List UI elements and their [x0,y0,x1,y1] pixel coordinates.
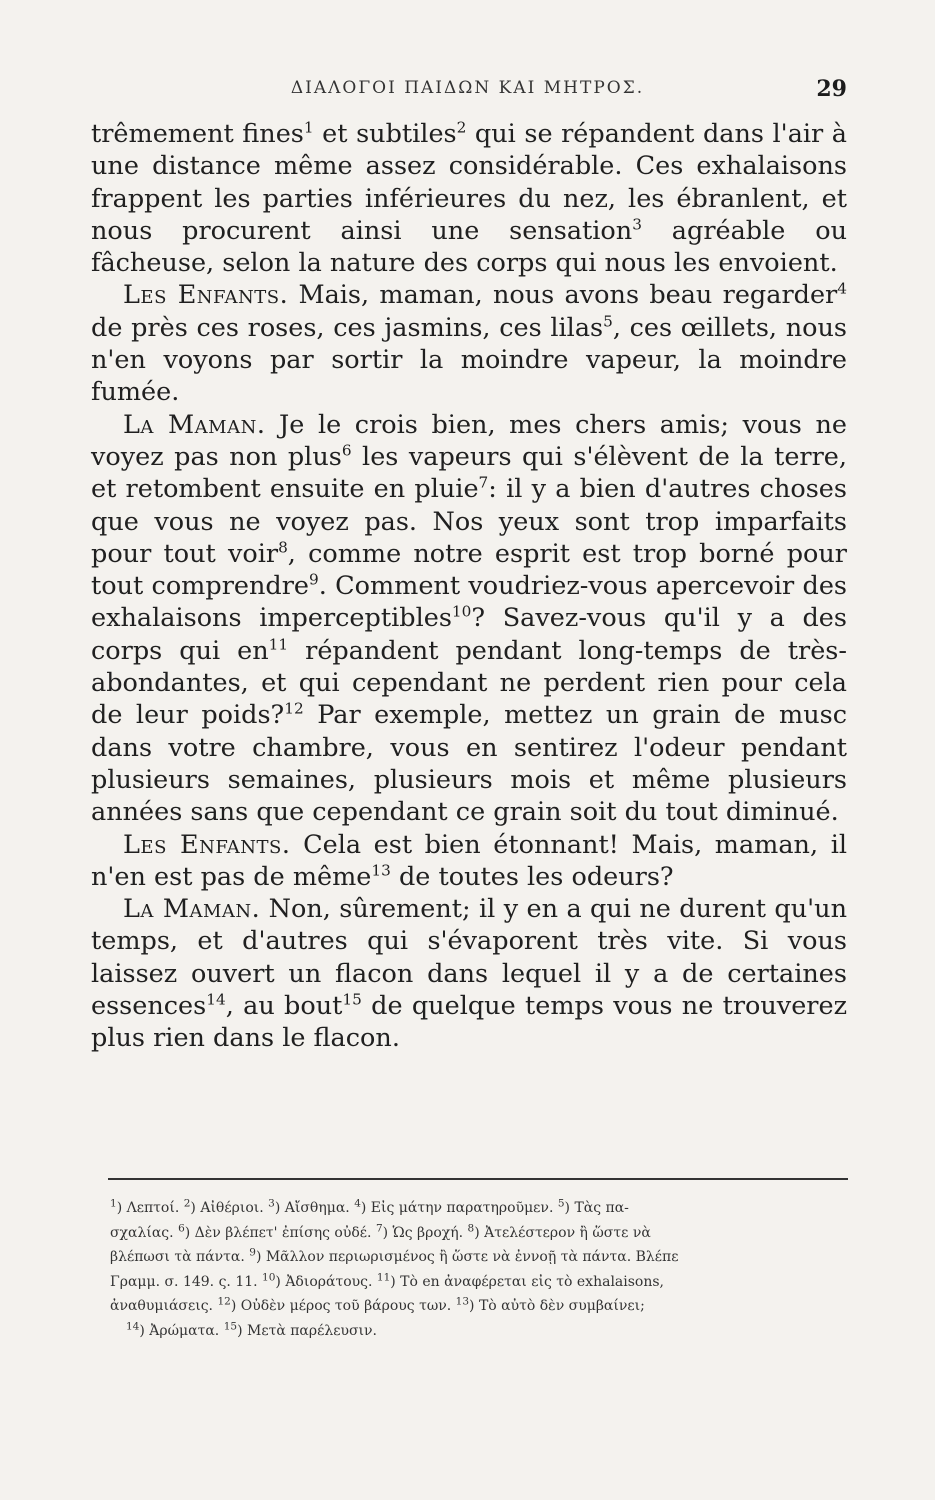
text-run: trêmement fines [91,119,304,149]
footnote-ref: 6 [341,441,352,460]
body-text [91,118,847,1055]
text-run: Par exemple, mettez un grain de musc dans votre chambre, vous en sentirez l'odeur pendant plusieurs semaines, plusieurs mois et même plusieurs années sans que cependant ce grain soit du tout diminué. [91,700,847,828]
running-title: ΔΙΑΛΟΓΟΙ ΠΑΙΔΩΝ ΚΑΙ ΜΗΤΡΟΣ. [290,78,645,98]
footnote-ref: 1 [303,118,314,137]
footnote-number: 14 [126,1319,140,1332]
page-number: 29 [816,76,847,102]
text-run: les vapeurs qui s'élèvent de la terre, et retombent ensuite en pluie [91,441,848,505]
speaker-label: La Maman. [123,894,261,925]
footnote-number: 15 [223,1319,238,1332]
footnote-line [110,1319,850,1344]
footnote-ref: 14 [206,990,226,1009]
footnote-text: ) Ὡς βροχή. [382,1224,468,1241]
footnote-line [110,1270,850,1295]
footnote-text: ) Ἀρώματα. [139,1322,224,1339]
footnote-ref: 10 [451,602,472,621]
footnote-ref: 3 [632,215,642,234]
footnote-ref: 4 [837,279,847,298]
footnote-number: 6 [178,1221,185,1234]
footnote-number: 10 [262,1270,276,1283]
text-run: Cela est bien étonnant! Mais, maman, il n'en est pas de même [91,829,847,892]
footnote-number: 8 [467,1221,475,1234]
footnote-ref: 12 [284,699,304,718]
footnote-text: ) Τὸ en ἀναφέρεται εἰς τὸ exhalaisons, [390,1273,665,1290]
text-run: agréable ou fâcheuse, selon la nature des corps qui nous les envoient. [91,215,847,279]
footnote-number: 11 [376,1270,391,1283]
footnote-ref: 13 [371,861,391,880]
text-run: Non, sûrement; il y en a qui ne durent qu'un temps, et d'autres qui s'évaporent très vite. Si vous laissez ouvert un flacon dans lequel il y a de certaines essences [91,894,847,1022]
footnote-number: 12 [217,1295,231,1308]
footnote-text: ἀναθυμιάσεις. [110,1298,218,1314]
footnote-text: ) Αἴσθημα. [274,1200,355,1216]
text-run: de toutes les odeurs? [390,861,674,892]
page-header [0,76,935,104]
footnote-text: ) Λεπτοί. [116,1200,184,1216]
text-run: ? Savez-vous qu'il y a des corps qui en [91,603,847,666]
footnote-rule [108,1178,848,1180]
footnote-text: σχαλίας. [110,1224,179,1241]
footnote-text: ) Δὲν βλέπετ' ἐπίσης οὐδέ. [184,1224,376,1241]
footnote-ref: 5 [603,312,613,331]
text-run: . Comment voudriez-vous apercevoir des exhalaisons imperceptibles [91,571,847,634]
footnote-number: 2 [183,1197,191,1210]
footnote-text: ) Τὸ αὐτὸ δὲν συμβαίνει; [469,1298,645,1314]
text-run: , comme notre esprit est trop borné pour tout comprendre [91,538,847,602]
footnote-number: 7 [375,1221,383,1234]
footnote-ref: 8 [278,538,288,557]
text-run: qui se répandent dans l'air à une distance même assez considérable. Ces exhalaisons frappent les parties inférieures du nez, les ébranlent, et nous procurent ainsi une sensation [91,119,847,246]
text-run: , au bout [225,991,343,1022]
footnote-text: ) Τὰς πα- [564,1200,629,1216]
text-run: de quelque temps vous ne trouverez plus rien dans le flacon. [91,991,847,1054]
footnote-ref: 9 [309,570,319,589]
footnote-text: ) Αἰθέριοι. [190,1200,269,1216]
text-run: : il y a bien d'autres choses que vous ne voyez pas. Nos yeux sont trop imparfaits pour tout voir [91,474,847,569]
footnote-text: ) Ἀδιοράτους. [275,1273,377,1290]
footnote-line [110,1294,850,1319]
footnote-number: 1 [110,1197,117,1210]
text-run: et subtiles [313,119,457,149]
footnote-ref: 7 [478,473,489,492]
footnote-text: ) Εἰς μάτην παρατηροῦμεν. [360,1200,558,1216]
footnote-number: 9 [249,1246,256,1259]
text-run: , ces œillets, nous n'en voyons par sortir la moindre vapeur, la moindre fumée. [91,312,847,408]
footnote-ref: 2 [456,118,467,137]
speaker-label: La Maman. [123,409,266,440]
dialogue-paragraph [91,409,847,829]
footnote-ref: 11 [268,635,289,654]
paragraph-continuation [91,118,847,279]
footnote-text: βλέπωσι τὰ πάντα. [110,1249,250,1265]
footnote-line [110,1221,850,1246]
footnote-line [110,1196,850,1221]
dialogue-paragraph [91,279,847,408]
footnote-text: ) Οὐδὲν μέρος τοῦ βάρους των. [230,1298,456,1314]
footnote-text: ) Μετὰ παρέλευσιν. [237,1322,378,1339]
footnote-ref: 15 [342,990,362,1009]
speaker-label: Les Enfants. [123,280,289,311]
text-run: répandent pendant long-temps de très-abondantes, et qui cependant ne perdent rien pour cela de leur poids? [91,635,847,731]
footnote-number: 13 [455,1295,470,1308]
text-run: Je le crois bien, mes chers amis; vous ne voyez pas non plus [91,409,847,472]
footnotes [110,1196,850,1343]
footnote-text: ) Ἀτελέστερον ἢ ὥστε νὰ [474,1224,651,1241]
dialogue-paragraph [91,893,847,1054]
footnote-line [110,1245,850,1270]
dialogue-paragraph [91,829,847,894]
footnote-number: 5 [557,1197,565,1210]
footnote-text: ) Μᾶλλον περιωρισμένος ἢ ὥστε νὰ ἐννοῇ τὰ πάντα. Βλέπε [255,1249,679,1265]
footnote-number: 4 [354,1197,361,1210]
footnote-number: 3 [268,1197,275,1210]
speaker-label: Les Enfants. [123,829,291,860]
text-run: Mais, maman, nous avons beau regarder [288,280,838,311]
footnote-text: Γραμμ. σ. 149. ς. 11. [110,1273,263,1290]
text-run: de près ces roses, ces jasmins, ces lilas [91,312,604,343]
